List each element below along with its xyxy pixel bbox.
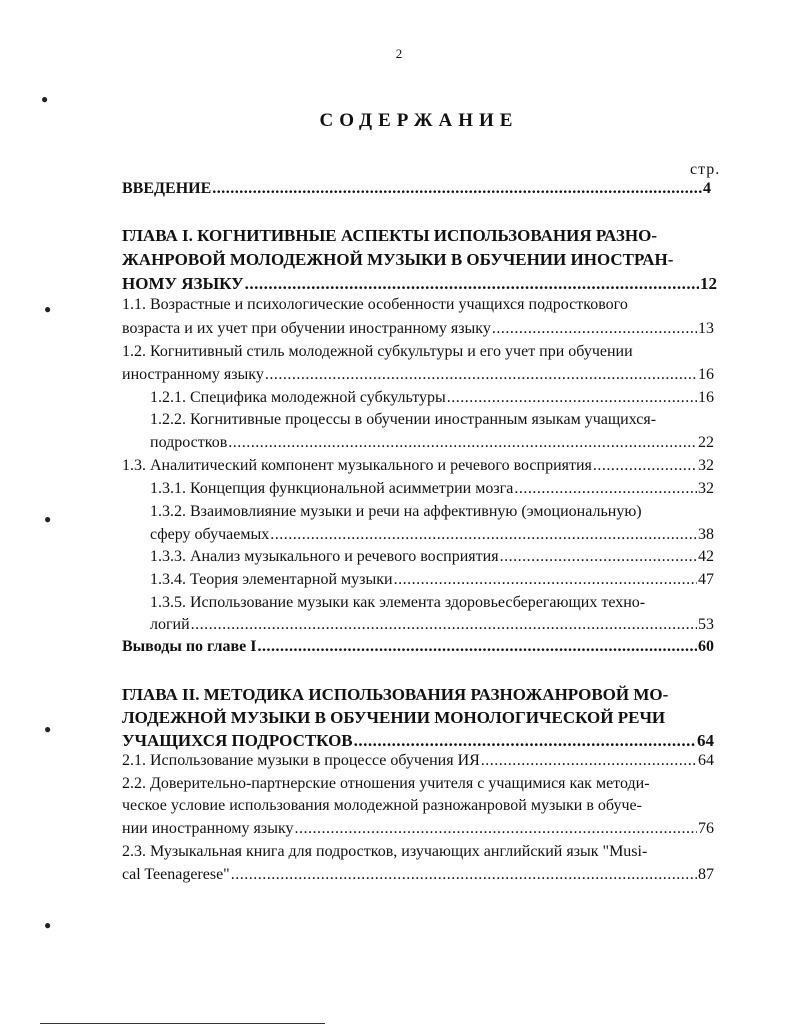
dot-leader	[265, 366, 697, 384]
dot-leader	[492, 320, 697, 338]
dot-leader	[593, 457, 697, 475]
dot-leader	[447, 389, 697, 407]
toc-entry-text: нии иностранному языку	[122, 820, 294, 837]
toc-page-number: 60	[698, 638, 714, 655]
toc-subsection-1-2-2	[150, 434, 714, 452]
toc-page-number: 42	[698, 548, 714, 565]
toc-entry-text: 2.2. Доверительно-партнерские отношения учителя с учащимися как методи-	[122, 775, 650, 792]
toc-section-2-3	[122, 843, 717, 861]
dot-leader	[191, 616, 697, 634]
toc-page-number: 76	[698, 820, 714, 837]
toc-entry-text: ЖАНРОВОЙ МОЛОДЕЖНОЙ МУЗЫКИ В ОБУЧЕНИИ ИНОСТРАН-	[122, 250, 674, 269]
toc-section-1-3	[122, 457, 714, 475]
toc-chapter-1-conclusions	[122, 638, 714, 656]
toc-entry-text: логий	[150, 616, 190, 633]
toc-entry-text: 1.2.2. Когнитивные процессы в обучении иностранным языкам учащихся-	[150, 411, 657, 428]
toc-chapter-1	[122, 274, 717, 294]
toc-entry-text: 2.3. Музыкальная книга для подростков, изучающих английский язык "Musi-	[122, 843, 648, 860]
toc-page-number: 16	[698, 366, 714, 383]
dot-leader	[231, 866, 697, 884]
toc-entry-text: 1.1. Возрастные и психологические особенности учащихся подросткового	[122, 296, 628, 313]
toc-page-number: 4	[703, 180, 711, 197]
toc-subsection-1-3-4	[150, 571, 714, 589]
toc-subsection-1-2-1	[150, 389, 714, 407]
toc-page-number: 47	[698, 571, 714, 588]
toc-entry-text: 1.3.2. Взаимовлияние музыки и речи на аффективную (эмоциональную)	[150, 503, 642, 520]
toc-page-number: 87	[698, 866, 714, 883]
toc-entry-text: 1.3.3. Анализ музыкального и речевого восприятия	[150, 548, 499, 565]
scan-mark: ●	[44, 512, 52, 526]
dot-leader	[270, 526, 697, 544]
toc-chapter-2	[122, 731, 714, 751]
toc-page-number: 16	[698, 389, 714, 406]
toc-page-number: 12	[700, 274, 717, 293]
dot-leader	[514, 480, 697, 498]
dot-leader	[354, 731, 696, 751]
toc-page-number: 64	[698, 752, 714, 769]
page-title: СОДЕРЖАНИЕ	[319, 110, 519, 131]
toc-section-1-1	[122, 296, 717, 314]
toc-introduction	[122, 180, 711, 198]
toc-entry-text: 1.3.4. Теория элементарной музыки	[150, 571, 393, 588]
page-number: 2	[395, 46, 403, 61]
toc-subsection-1-3-5	[150, 616, 714, 634]
toc-entry-text: подростков	[150, 434, 228, 451]
toc-page-number: 38	[698, 526, 714, 543]
toc-section-2-2	[122, 775, 722, 793]
toc-page-number: 64	[697, 731, 714, 750]
scan-mark: ●	[44, 722, 52, 736]
toc-subsection-1-2-2	[150, 411, 717, 429]
toc-chapter-1-title	[122, 250, 717, 270]
toc-entry-text: 1.3. Аналитический компонент музыкального и речевого восприятия	[122, 457, 592, 474]
toc-entry-text: ГЛАВА II. МЕТОДИКА ИСПОЛЬЗОВАНИЯ РАЗНОЖАНРОВОЙ МО-	[122, 685, 669, 704]
dot-leader	[245, 274, 699, 294]
dot-leader	[212, 180, 702, 198]
toc-chapter-2-title	[122, 685, 717, 705]
toc-section-2-1	[122, 752, 714, 770]
toc-subsection-1-3-5	[150, 594, 717, 612]
toc-section-2-2	[122, 820, 714, 838]
toc-entry-text: НОМУ ЯЗЫКУ	[122, 274, 244, 293]
dot-leader	[394, 571, 697, 589]
footer-rule	[40, 1023, 325, 1024]
toc-entry-text: ческое условие использования молодежной разножанровой музыки в обуче-	[122, 797, 642, 814]
dot-leader	[500, 548, 697, 566]
toc-entry-text: 1.3.1. Концепция функциональной асимметрии мозга	[150, 480, 514, 497]
toc-section-1-2	[122, 343, 717, 361]
toc-entry-text: сферу обучаемых	[150, 526, 270, 543]
toc-entry-text: УЧАЩИХСЯ ПОДРОСТКОВ	[122, 731, 353, 750]
toc-chapter-1-title	[122, 226, 717, 246]
scan-mark: ●	[41, 92, 49, 106]
scan-mark: ●	[44, 918, 52, 932]
toc-section-2-3	[122, 866, 714, 884]
toc-entry-text: ГЛАВА I. КОГНИТИВНЫЕ АСПЕКТЫ ИСПОЛЬЗОВАНИЯ РАЗНО-	[122, 226, 657, 245]
dot-leader	[257, 638, 697, 656]
toc-entry-text: иностранному языку	[122, 366, 264, 383]
toc-page-number: 53	[698, 616, 714, 633]
toc-entry-text: 2.1. Использование музыки в процессе обучения ИЯ	[122, 752, 480, 769]
toc-entry-text: cal Teenagerese"	[122, 866, 230, 883]
toc-entry-text: ЛОДЕЖНОЙ МУЗЫКИ В ОБУЧЕНИИ МОНОЛОГИЧЕСКОЙ РЕЧИ	[122, 708, 666, 727]
toc-entry-text: возраста и их учет при обучении иностранному языку	[122, 320, 491, 337]
toc-subsection-1-3-1	[150, 480, 714, 498]
toc-section-1-2	[122, 366, 714, 384]
toc-section-2-2	[122, 797, 722, 815]
page-column-label: стр.	[690, 161, 721, 178]
toc-page-number: 13	[698, 320, 714, 337]
toc-entry-text: 1.3.5. Использование музыки как элемента здоровьесберегающих техно-	[150, 594, 646, 611]
toc-subsection-1-3-2	[150, 503, 717, 521]
toc-entry-text: 1.2. Когнитивный стиль молодежной субкультуры и его учет при обучении	[122, 343, 633, 360]
toc-entry-text: 1.2.1. Специфика молодежной субкультуры	[150, 389, 446, 406]
toc-page-number: 22	[698, 434, 714, 451]
toc-subsection-1-3-2	[150, 526, 714, 544]
dot-leader	[481, 752, 697, 770]
dot-leader	[295, 820, 697, 838]
toc-subsection-1-3-3	[150, 548, 714, 566]
dot-leader	[228, 434, 697, 452]
scan-mark: ●	[44, 302, 52, 316]
toc-section-1-1	[122, 320, 714, 338]
toc-entry-text: Выводы по главе I	[122, 638, 257, 655]
toc-page-number: 32	[698, 457, 714, 474]
toc-page-number: 32	[698, 480, 714, 497]
toc-chapter-2-title	[122, 708, 717, 728]
toc-entry-text: ВВЕДЕНИЕ	[122, 180, 212, 197]
